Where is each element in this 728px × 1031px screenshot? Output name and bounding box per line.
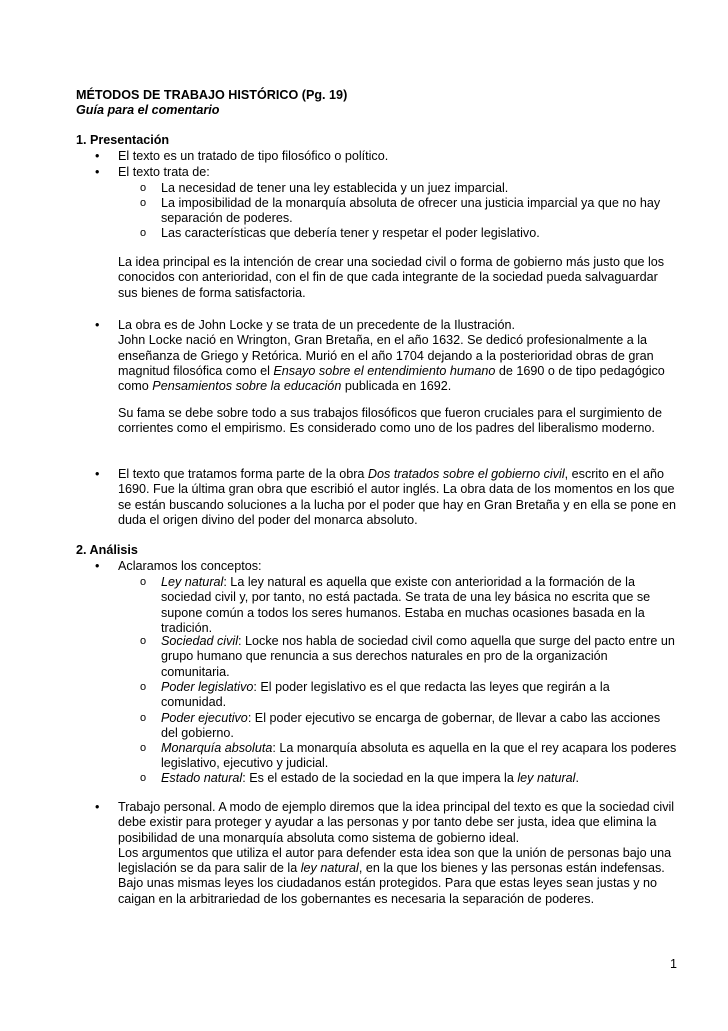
list-item (118, 318, 678, 394)
list-item: Aclaramos los conceptos: (118, 559, 262, 573)
text-segment: , escrito en el año 1690. Fue la última gran obra que escribió el autor inglés. La obra data de los momentos en los que se están buscando soluciones a la lucha por el poder que hay en Gran Bretaña y en ella se pone en duda el origen divino del poder del monarca absoluto. (118, 467, 677, 527)
text-segment: . (575, 771, 579, 785)
bullet-icon: • (95, 318, 100, 332)
concept-item (161, 711, 678, 742)
concept-definition: : El poder legislativo es el que redacta las leyes que regirán a la comunidad. (161, 680, 610, 710)
bullet-icon: • (95, 559, 100, 573)
paragraph: Su fama se debe sobre todo a sus trabajos filosóficos que fueron cruciales para el surgimiento de corrientes como el empirismo. Es considerado como uno de los padres del liberalismo moderno. (118, 406, 662, 436)
list-item (118, 467, 678, 528)
concept-item (161, 771, 678, 786)
list-item: El texto es un tratado de tipo filosófico o político. (118, 149, 389, 163)
concept-item (161, 680, 678, 711)
concept-term: Poder legislativo (161, 680, 254, 694)
text-segment: publicada en 1692. (341, 379, 452, 394)
list-item: El texto trata de: (118, 165, 210, 179)
sub-list-item: La necesidad de tener una ley establecida y un juez imparcial. (161, 181, 509, 195)
circle-bullet-icon: o (140, 635, 147, 647)
text-segment: Los argumentos que utiliza el autor para defender esta idea son que la unión de personas bajo una legislación se da para salir de la (118, 845, 672, 876)
concept-definition: : Locke nos habla de sociedad civil como aquella que surge del pacto entre un grupo humano que renuncia a sus derechos naturales en pro de la organización comunitaria. (161, 634, 675, 679)
concept-definition: : El poder ejecutivo se encarga de gobernar, de llevar a cabo las acciones del gobierno. (161, 711, 661, 741)
circle-bullet-icon: o (140, 742, 147, 754)
paragraph: La idea principal es la intención de crear una sociedad civil o forma de gobierno más justo que los conocidos con anterioridad, con el fin de que cada integrante de la sociedad pueda salvaguardar sus bienes de forma satisfactoria. (118, 255, 665, 300)
concept-term: Poder ejecutivo (161, 711, 248, 725)
bullet-icon: • (95, 165, 100, 179)
concept-term: ley natural (517, 771, 576, 785)
document-title: MÉTODOS DE TRABAJO HISTÓRICO (Pg. 19) (76, 88, 348, 102)
concept-item (161, 575, 678, 636)
text-segment: , en la que los bienes y las personas están indefensas. Bajo unas mismas leyes los ciudadanos están protegidos. Para que estas leyes sean justas y no caigan en la arbitrariedad de los gobernantes es necesaria la separación de poderes. (118, 861, 665, 906)
section-heading-analisis: 2. Análisis (76, 543, 138, 557)
circle-bullet-icon: o (140, 182, 147, 194)
concept-term: Sociedad civil (161, 634, 239, 648)
section-heading-presentacion: 1. Presentación (76, 133, 170, 147)
book-title: Dos tratados sobre el gobierno civil (367, 467, 565, 481)
concept-term: ley natural (300, 861, 359, 876)
concept-definition: : Es el estado de la sociedad en la que impera la (242, 771, 518, 785)
sub-list-item: Las características que debería tener y respetar el poder legislativo. (161, 226, 540, 240)
circle-bullet-icon: o (140, 712, 147, 724)
sub-list-item: La imposibilidad de la monarquía absoluta de ofrecer una justicia imparcial ya que no hay separación de poderes. (161, 196, 661, 226)
concept-item (161, 634, 678, 680)
text-segment: John Locke nació en Wrington, Gran Bretaña, en el año 1632. Se dedicó profesionalmente a la enseñanza de Griego y Retórica. Murió en el año 1704 dejando a la posterioridad obras de gran magnitud filosófica como el (118, 333, 654, 378)
text-segment: El texto que tratamos forma parte de la obra (118, 467, 368, 481)
circle-bullet-icon: o (140, 681, 147, 693)
concept-item (161, 741, 678, 772)
circle-bullet-icon: o (140, 576, 147, 588)
concept-definition: : La ley natural es aquella que existe con anterioridad a la formación de la sociedad civil y, por tanto, no está pactada. Se trata de una ley básica no escrita que se supone común a todos los seres humanos. Estaba en muchas ocasiones basada en la tradición. (161, 575, 651, 635)
concept-term: Estado natural (161, 771, 243, 785)
circle-bullet-icon: o (140, 227, 147, 239)
list-item (118, 800, 678, 907)
concept-term: Monarquía absoluta (161, 741, 273, 755)
bullet-icon: • (95, 149, 100, 163)
bullet-icon: • (95, 800, 100, 814)
book-title: Pensamientos sobre la educación (152, 379, 342, 394)
concept-term: Ley natural (161, 575, 224, 589)
text-segment: de 1690 o de tipo pedagógico como (118, 363, 665, 394)
list-item-text: Trabajo personal. A modo de ejemplo diremos que la idea principal del texto es que la sociedad civil debe existir para proteger y ayudar a las personas y por tanto debe ser justa, idea que elimina la posibilidad de una monarquía absoluta como sistema de gobierno ideal. (118, 800, 675, 845)
page-number: 1 (670, 957, 678, 971)
book-title: Ensayo sobre el entendimiento humano (273, 363, 496, 378)
circle-bullet-icon: o (140, 772, 147, 784)
circle-bullet-icon: o (140, 197, 147, 209)
list-item-text: La obra es de John Locke y se trata de un precedente de la Ilustración. (118, 318, 515, 332)
bullet-icon: • (95, 467, 100, 481)
document-subtitle: Guía para el comentario (76, 103, 220, 117)
concept-definition: : La monarquía absoluta es aquella en la que el rey acapara los poderes legislativo, ejecutivo y judicial. (161, 741, 677, 771)
